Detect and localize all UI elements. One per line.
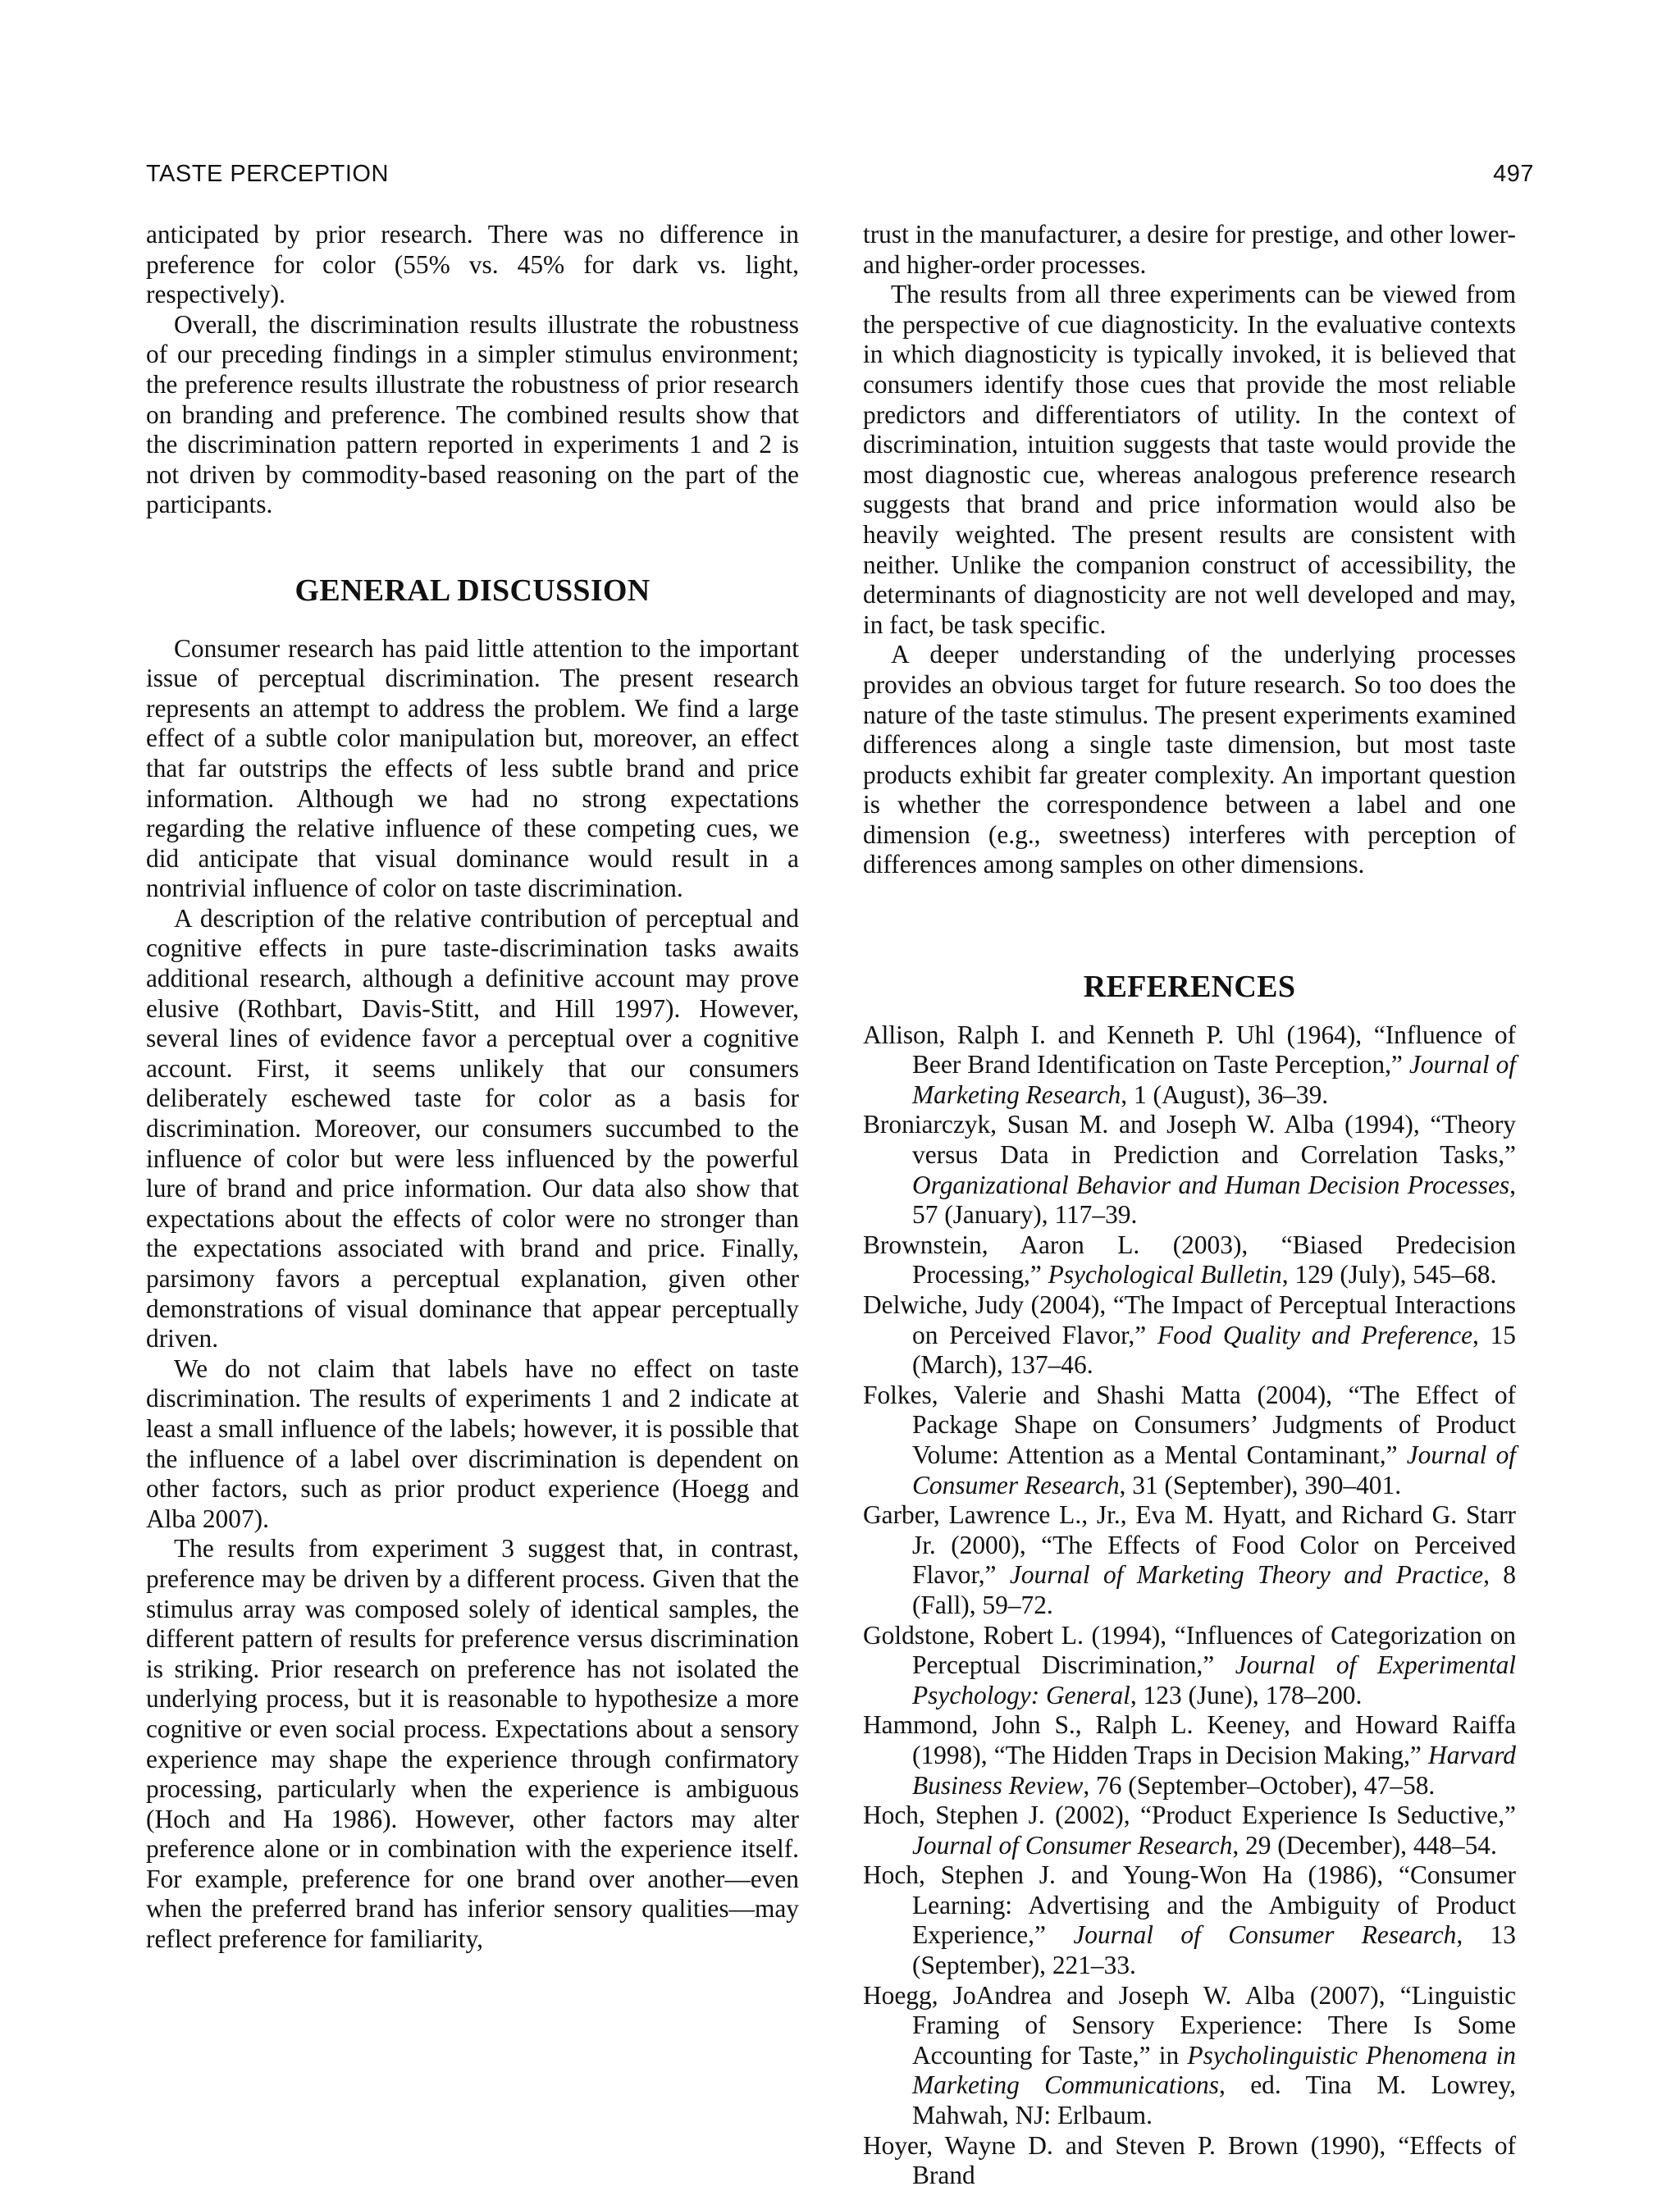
reference-item (863, 1621, 1516, 1711)
reference-journal: Psychological Bulletin (1048, 1260, 1282, 1289)
reference-text: Garber, Lawrence L., Jr., Eva M. Hyatt, and Richard G. Starr Jr. (2000), “The Effects of Food Color on Perceived Flavor,” (863, 1500, 1516, 1590)
reference-list (863, 1020, 1516, 2191)
reference-text: Brownstein, Aaron L. (2003), “Biased Predecision Processing,” (863, 1230, 1516, 1289)
reference-details: , 76 (September–October), 47–58. (1083, 1770, 1436, 1800)
reference-journal: Journal of Experimental Psychology: General (912, 1650, 1517, 1709)
body-paragraph: trust in the manufacturer, a desire for prestige, and other lower- and higher-order processes. (863, 220, 1516, 279)
reference-item (863, 1500, 1516, 1620)
reference-item (863, 1230, 1516, 1290)
reference-details: , 31 (September), 390–401. (1119, 1470, 1402, 1499)
reference-item (863, 1801, 1516, 1860)
body-paragraph: The results from experiment 3 suggest that, in contrast, preference may be driven by a different process. Given that the stimulus array was composed solely of identical samples, the different pattern of results for preference versus discrimination is striking. Prior research on preference has not isolated the underlying process, but it is reasonable to hypothesize a more cognitive or even social process. Expectations about a sensory experience may shape the experience through confirmatory processing, particularly when the experience is ambiguous (Hoch and Ha 1986). However, other factors may alter preference alone or in combination with the experience itself. For example, preference for one brand over another—even when the preferred brand has inferior sensory qualities—may reflect preference for familiarity, (146, 1534, 799, 1954)
reference-details: , 57 (January), 117–39. (912, 1170, 1516, 1230)
reference-details: , 123 (June), 178–200. (1130, 1680, 1363, 1709)
section-heading-general-discussion: GENERAL DISCUSSION (294, 573, 651, 608)
reference-details: , 29 (December), 448–54. (1232, 1830, 1497, 1860)
body-paragraph: A deeper understanding of the underlying processes provides an obvious target for future research. So too does the nature of the taste stimulus. The present experiments examined differences along a single taste dimension, but most taste products exhibit far greater complexity. An important question is whether the correspondence between a label and one dimension (e.g., sweetness) interferes with perception of differences among samples on other dimensions. (863, 640, 1516, 879)
reference-details: , 129 (July), 545–68. (1281, 1260, 1497, 1289)
reference-item (863, 1020, 1516, 1111)
reference-item (863, 1710, 1516, 1801)
reference-journal: Journal of Consumer Research (912, 1440, 1516, 1499)
page-header (146, 161, 1534, 194)
reference-text: Delwiche, Judy (2004), “The Impact of Perceptual Interactions on Perceived Flavor,” (863, 1290, 1516, 1349)
body-paragraph: The results from all three experiments can be viewed from the perspective of cue diagnosticity. In the evaluative contexts in which diagnosticity is typically invoked, it is believed that consumers identify those cues that provide the most reliable predictors and differentiators of utility. In the context of discrimination, intuition suggests that taste would provide the most diagnostic cue, whereas analogous preference research suggests that brand and price information would also be heavily weighted. The present results are consistent with neither. Unlike the companion construct of accessibility, the determinants of diagnosticity are not well developed and may, in fact, be task specific. (863, 280, 1516, 639)
reference-item (863, 1290, 1516, 1381)
reference-journal: Organizational Behavior and Human Decision Processes (912, 1170, 1510, 1199)
reference-details: , 13 (September), 221–33. (912, 1920, 1516, 1980)
reference-journal: Harvard Business Review (912, 1740, 1516, 1800)
body-paragraph: A description of the relative contribution of perceptual and cognitive effects in pure taste-discrimination tasks awaits additional research, although a definitive account may prove elusive (Rothbart, Davis-Stitt, and Hill 1997). However, several lines of evidence favor a perceptual over a cognitive account. First, it seems unlikely that our consumers deliberately eschewed taste for color as a basis for discrimination. Moreover, our consumers succumbed to the influence of color but were less influenced by the powerful lure of brand and price information. Our data also show that expectations about the effects of color were no stronger than the expectations associated with brand and price. Finally, parsimony favors a perceptual explanation, given other demonstrations of visual dominance that appear perceptually driven. (146, 903, 799, 1353)
section-heading-references: REFERENCES (1083, 970, 1296, 1005)
reference-text: Allison, Ralph I. and Kenneth P. Uhl (1964), “Influence of Beer Brand Identification on Taste Perception,” (863, 1020, 1516, 1080)
body-paragraph: We do not claim that labels have no effect on taste discrimination. The results of experiments 1 and 2 indicate at least a small influence of the labels; however, it is possible that the influence of a label over discrimination is dependent on other factors, such as prior product experience (Hoegg and Alba 2007). (146, 1353, 799, 1533)
left-column (146, 220, 799, 1955)
reference-journal: Journal of Consumer Research (912, 1830, 1233, 1860)
reference-journal: Journal of Marketing Theory and Practice (1009, 1560, 1484, 1590)
reference-journal: Journal of Marketing Research (912, 1050, 1516, 1109)
reference-text: Hoyer, Wayne D. and Steven P. Brown (1990), “Effects of Brand (863, 2130, 1516, 2190)
reference-text: Hoegg, JoAndrea and Joseph W. Alba (2007), “Linguistic Framing of Sensory Experience: There Is Some Accounting for Taste,” in (863, 1980, 1516, 2070)
body-paragraph: Consumer research has paid little attention to the important issue of perceptual discrimination. The present research represents an attempt to address the problem. We find a large effect of a subtle color manipulation but, moreover, an effect that far outstrips the effects of less subtle brand and price information. Although we had no strong expectations regarding the relative influence of these competing cues, we did anticipate that visual dominance would result in a nontrivial influence of color on taste discrimination. (146, 633, 799, 903)
right-column (863, 220, 1516, 2191)
reference-item (863, 1381, 1516, 1500)
reference-details: , 1 (August), 36–39. (1121, 1080, 1329, 1109)
body-paragraph: Overall, the discrimination results illustrate the robustness of our preceding findings in a simpler stimulus environment; the preference results illustrate the robustness of prior research on branding and preference. The combined results show that the discrimination pattern reported in experiments 1 and 2 is not driven by commodity-based reasoning on the part of the participants. (146, 309, 799, 519)
running-head: TASTE PERCEPTION (146, 161, 389, 187)
reference-item (863, 1110, 1516, 1230)
reference-details: , 15 (March), 137–46. (912, 1320, 1517, 1380)
reference-details: , ed. Tina M. Lowrey, Mahwah, NJ: Erlbaum. (912, 2070, 1516, 2130)
reference-details: , 8 (Fall), 59–72. (912, 1560, 1517, 1619)
reference-item (863, 1981, 1516, 2131)
reference-journal: Psycholinguistic Phenomena in Marketing Communications (912, 2040, 1516, 2100)
reference-text: Goldstone, Robert L. (1994), “Influences of Categorization on Perceptual Discrimination,” (863, 1620, 1516, 1680)
reference-item (863, 1860, 1516, 1980)
reference-item (863, 2131, 1516, 2191)
reference-text: Folkes, Valerie and Shashi Matta (2004), “The Effect of Package Shape on Consumers’ Judgments of Product Volume: Attention as a Mental Contaminant,” (863, 1380, 1516, 1469)
reference-text: Broniarczyk, Susan M. and Joseph W. Alba (1994), “Theory versus Data in Prediction and Correlation Tasks,” (863, 1110, 1516, 1170)
reference-text: Hammond, John S., Ralph L. Keeney, and Howard Raiffa (1998), “The Hidden Traps in Decision Making,” (863, 1710, 1516, 1769)
reference-journal: Journal of Consumer Research (1073, 1920, 1457, 1950)
reference-text: Hoch, Stephen J. and Young-Won Ha (1986), “Consumer Learning: Advertising and the Ambiguity of Product Experience,” (863, 1860, 1516, 1950)
reference-journal: Food Quality and Preference (1157, 1320, 1473, 1349)
reference-text: Hoch, Stephen J. (2002), “Product Experience Is Seductive,” (863, 1801, 1516, 1830)
page-number: 497 (1493, 161, 1534, 187)
body-paragraph: anticipated by prior research. There was no difference in preference for color (55% vs. 45% for dark vs. light, respectively). (146, 220, 799, 309)
